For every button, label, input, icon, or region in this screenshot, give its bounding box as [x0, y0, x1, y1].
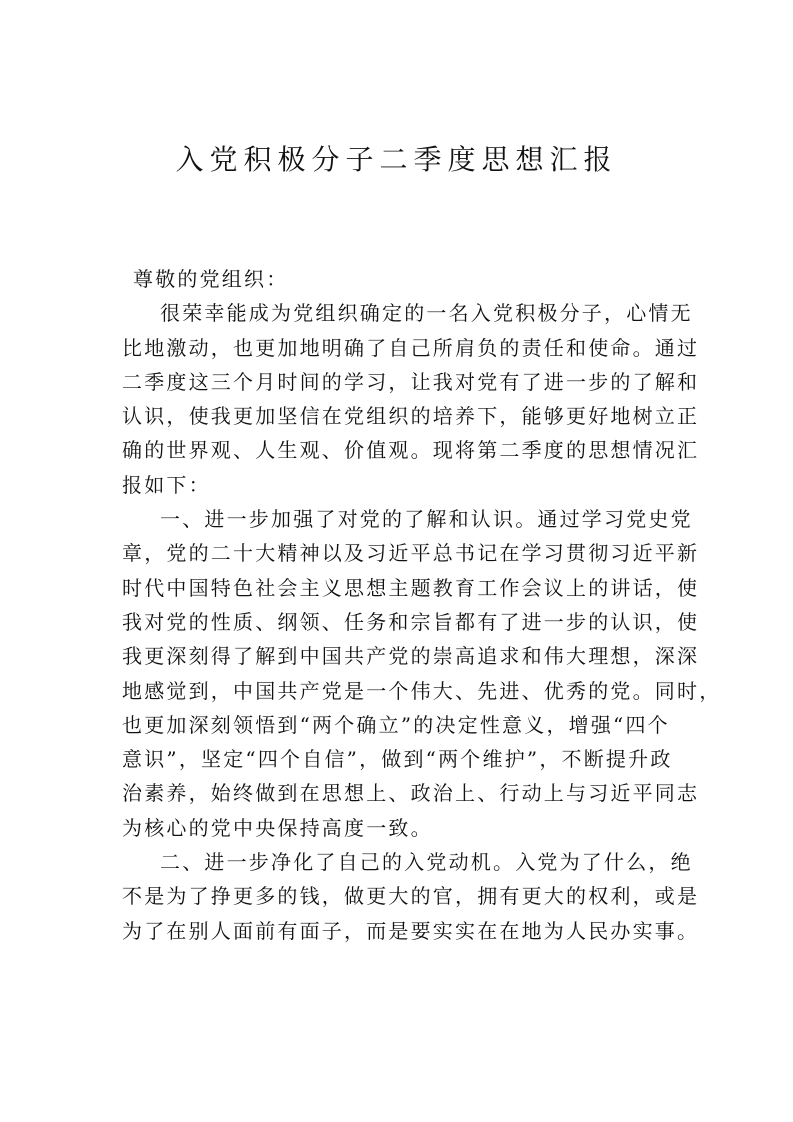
- text-line: 二、进一步净化了自己的入党动机。入党为了什么，绝: [160, 850, 693, 875]
- text-line: 不是为了挣更多的钱，做更大的官，拥有更大的权利，或是: [122, 884, 700, 909]
- text-line: 我对党的性质、纲领、任务和宗旨都有了进一步的认识，使: [122, 609, 700, 634]
- paragraph: [122, 296, 722, 502]
- text-line: 很荣幸能成为党组织确定的一名入党积极分子，心情无: [160, 301, 693, 326]
- text-line: 报如下：: [122, 472, 211, 497]
- text-line: 为核心的党中央保持高度一致。: [122, 815, 433, 840]
- text-line: 比地激动，也更加地明确了自己所肩负的责任和使命。通过: [122, 335, 700, 360]
- text-line: 意识”，坚定“四个自信”，做到“两个维护”，不断提升政: [122, 747, 673, 772]
- text-line: 我更深刻得了解到中国共产党的崇高追求和伟大理想，深深: [122, 644, 700, 669]
- salutation: 尊敬的党组织：: [133, 267, 289, 291]
- text-line: 也更加深刻领悟到“两个确立”的决定性意义，增强“四个: [122, 712, 670, 737]
- text-line: 章，党的二十大精神以及习近平总书记在学习贯彻习近平新: [122, 541, 700, 566]
- text-line: 一、进一步加强了对党的了解和认识。通过学习党史党: [160, 507, 693, 532]
- paragraphs: [122, 296, 722, 948]
- text-line: 为了在别人面前有面子，而是要实实在在地为人民办实事。: [122, 918, 700, 943]
- text-line: 二季度这三个月时间的学习，让我对党有了进一步的了解和: [122, 369, 700, 394]
- document-body: [122, 262, 722, 948]
- text-line: 治素养，始终做到在思想上、政治上、行动上与习近平同志: [122, 781, 700, 806]
- paragraph: [122, 845, 722, 948]
- paragraph: [122, 502, 722, 845]
- text-line: 时代中国特色社会主义思想主题教育工作会议上的讲话，使: [122, 575, 700, 600]
- text-line: 确的世界观、人生观、价值观。现将第二季度的思想情况汇: [122, 438, 700, 463]
- text-line: 地感觉到，中国共产党是一个伟大、先进、优秀的党。同时，: [122, 678, 722, 703]
- document-title: 入党积极分子二季度思想汇报: [175, 143, 618, 176]
- text-line: 认识，使我更加坚信在党组织的培养下，能够更好地树立正: [122, 404, 700, 429]
